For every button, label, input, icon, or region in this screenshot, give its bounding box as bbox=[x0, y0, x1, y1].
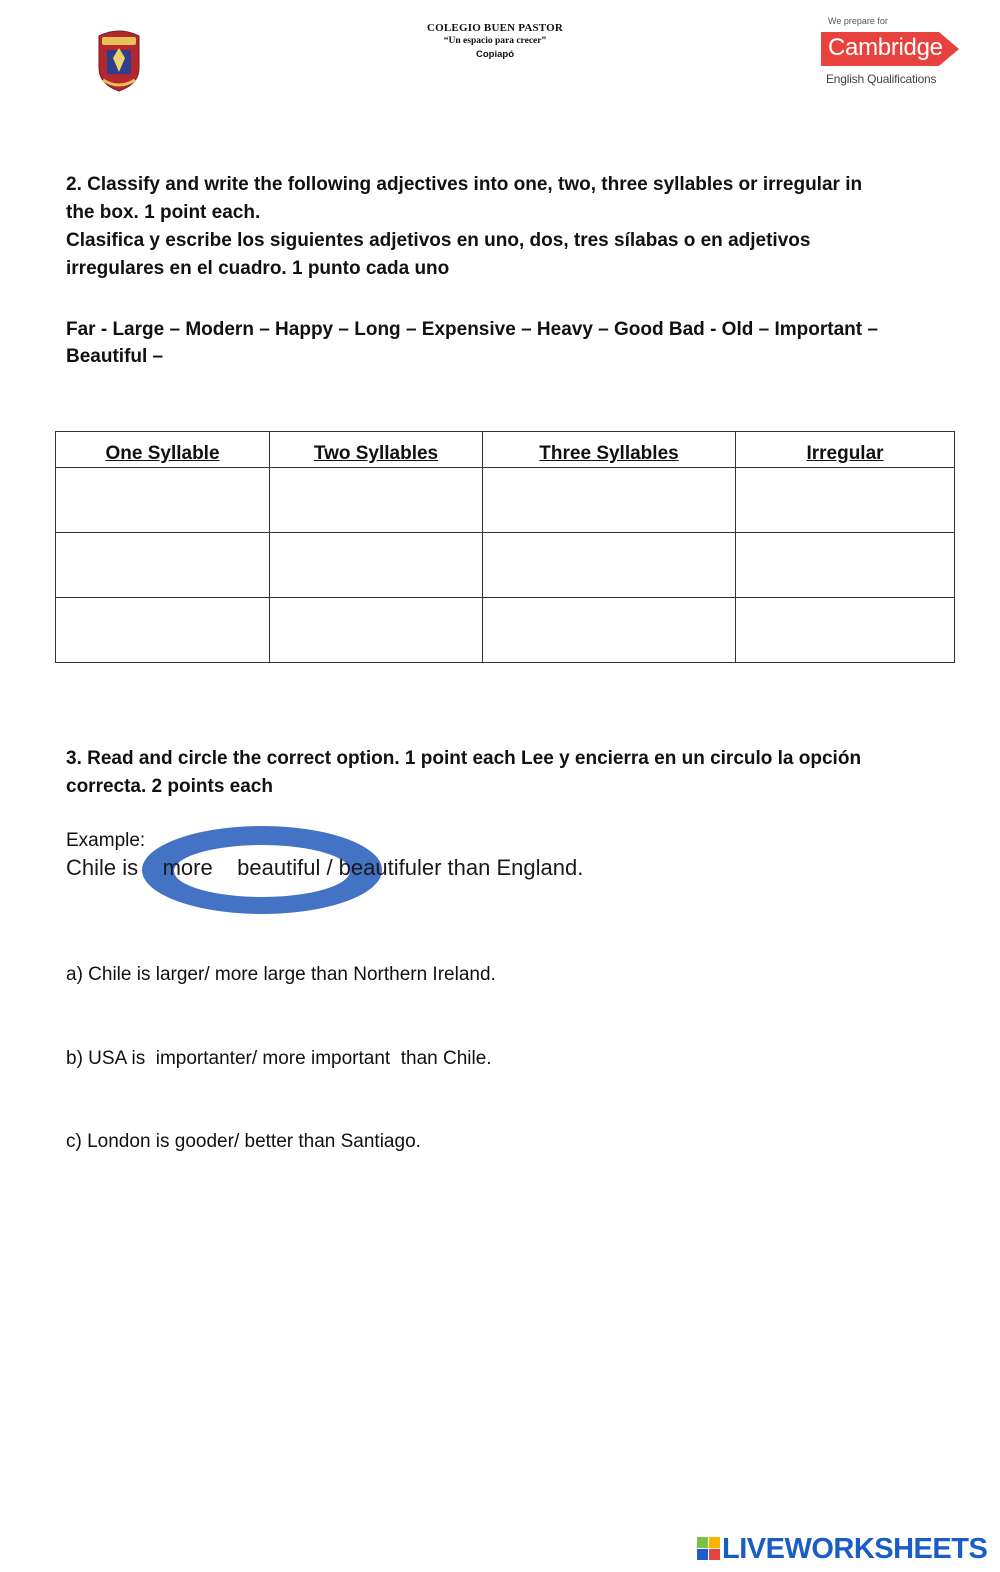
table-row bbox=[56, 533, 955, 598]
section2-instruction-en bbox=[66, 171, 936, 283]
example-sentence: Chile is more beautiful / beautifuler than England. bbox=[66, 855, 584, 880]
answer-cell[interactable] bbox=[483, 533, 736, 598]
header-one-syllable: One Syllable bbox=[56, 432, 270, 468]
exercise-item-a[interactable]: a) Chile is larger/ more large than Northern Ireland. bbox=[66, 964, 496, 985]
word-list-line2: Beautiful – bbox=[66, 346, 164, 367]
cambridge-logo bbox=[818, 14, 968, 94]
instruction-es-line1: Clasifica y escribe los siguientes adjetivos en uno, dos, tres sílabas o en adjetivos bbox=[66, 230, 811, 251]
answer-cell[interactable] bbox=[270, 468, 483, 533]
answer-cell[interactable] bbox=[483, 598, 736, 663]
answer-cell[interactable] bbox=[736, 533, 955, 598]
school-crest-icon bbox=[95, 28, 143, 92]
adjective-word-list bbox=[66, 316, 936, 370]
table-row bbox=[56, 598, 955, 663]
cambridge-prepare-text: We prepare for bbox=[828, 16, 888, 26]
exercise-item-c[interactable]: c) London is gooder/ better than Santiago. bbox=[66, 1131, 421, 1152]
cambridge-brand: Cambridge bbox=[828, 34, 943, 61]
instruction-es-line2: irregulares en el cuadro. 1 punto cada uno bbox=[66, 258, 450, 279]
answer-cell[interactable] bbox=[56, 598, 270, 663]
answer-cell[interactable] bbox=[736, 598, 955, 663]
header-three-syllables: Three Syllables bbox=[483, 432, 736, 468]
school-header bbox=[395, 22, 595, 61]
instruction-en-line1: 2. Classify and write the following adjectives into one, two, three syllables or irregular in bbox=[66, 174, 863, 195]
liveworksheets-brand: LIVEWORKSHEETS bbox=[722, 1533, 988, 1565]
answer-cell[interactable] bbox=[270, 533, 483, 598]
answer-cell[interactable] bbox=[270, 598, 483, 663]
header-irregular: Irregular bbox=[736, 432, 955, 468]
table-header-row bbox=[56, 432, 955, 468]
school-name: COLEGIO BUEN PASTOR bbox=[426, 22, 564, 34]
school-city: Copiapó bbox=[476, 49, 514, 60]
section3-instruction bbox=[66, 745, 936, 801]
header-two-syllables: Two Syllables bbox=[270, 432, 483, 468]
example-label: Example: bbox=[66, 830, 146, 851]
answer-cell[interactable] bbox=[736, 468, 955, 533]
school-motto: “Un espacio para crecer” bbox=[443, 36, 547, 46]
liveworksheets-mark-icon bbox=[697, 1537, 721, 1561]
exercise-item-b[interactable]: b) USA is importanter/ more important than Chile. bbox=[66, 1048, 492, 1069]
word-list-line1: Far - Large – Modern – Happy – Long – Expensive – Heavy – Good Bad - Old – Important – bbox=[66, 319, 878, 340]
answer-cell[interactable] bbox=[483, 468, 736, 533]
liveworksheets-logo[interactable] bbox=[697, 1533, 992, 1563]
cambridge-subtitle: English Qualifications bbox=[826, 72, 937, 86]
answer-cell[interactable] bbox=[56, 533, 270, 598]
instruction-en-line2: the box. 1 point each. bbox=[66, 202, 261, 223]
answer-cell[interactable] bbox=[56, 468, 270, 533]
section3-instruction-line1: 3. Read and circle the correct option. 1 point each Lee y encierra en un circulo la opción bbox=[66, 748, 862, 769]
section3-instruction-line2: correcta. 2 points each bbox=[66, 776, 273, 797]
syllable-classification-table bbox=[55, 431, 955, 663]
table-row bbox=[56, 468, 955, 533]
